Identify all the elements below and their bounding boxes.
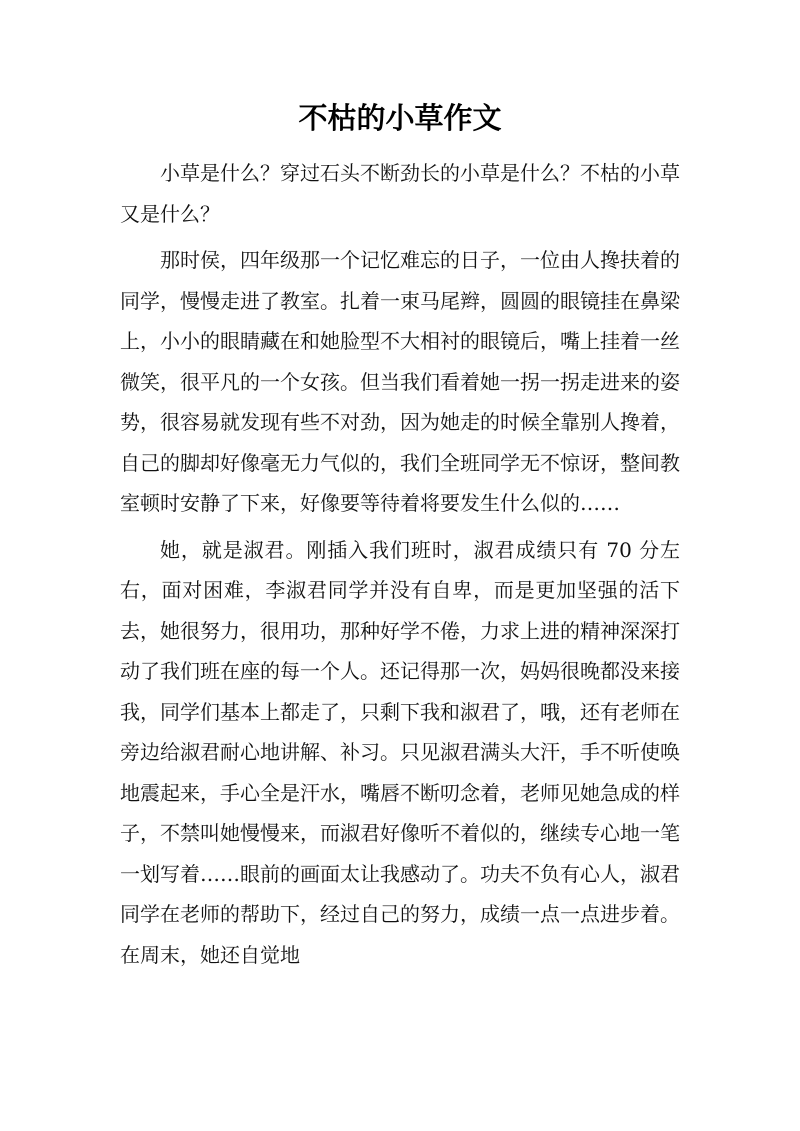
paragraph: 她，就是淑君。刚插入我们班时，淑君成绩只有 70 分左右，面对困难，李淑君同学并没有自卑，而是更加坚强的活下去，她很努力，很用功，那种好学不倦，力求上进的精神深深打动了我们班在座的每一个人。还记得那一次，妈妈很晚都没来接我，同学们基本上都走了，只剩下我和淑君了，哦，还有老师在旁边给淑君耐心地讲解、补习。只见淑君满头大汗，手不听使唤地震起来，手心全是汗水，嘴唇不断叨念着，老师见她急成的样子，不禁叫她慢慢来，而淑君好像听不着似的，继续专心地一笔一划写着……眼前的画面太让我感动了。功夫不负有心人，淑君同学在老师的帮助下，经过自己的努力，成绩一点一点进步着。在周末，她还自觉地 (120, 537, 680, 967)
page-title: 不枯的小草作文 (298, 101, 502, 135)
paragraph: 那时侯，四年级那一个记忆难忘的日子，一位由人搀扶着的同学，慢慢走进了教室。扎着一束马尾辫，圆圆的眼镜挂在鼻梁上，小小的眼睛藏在和她脸型不大相衬的眼镜后，嘴上挂着一丝微笑，很平凡的一个女孩。但当我们看着她一拐一拐走进来的姿势，很容易就发现有些不对劲，因为她走的时候全靠别人搀着，自己的脚却好像毫无力气似的，我们全班同学无不惊讶，整间教室顿时安静了下来，好像要等待着将要发生什么似的…… (120, 248, 680, 515)
paragraph: 小草是什么？穿过石头不断劲长的小草是什么？不枯的小草又是什么？ (120, 161, 680, 226)
document-body (120, 153, 680, 981)
